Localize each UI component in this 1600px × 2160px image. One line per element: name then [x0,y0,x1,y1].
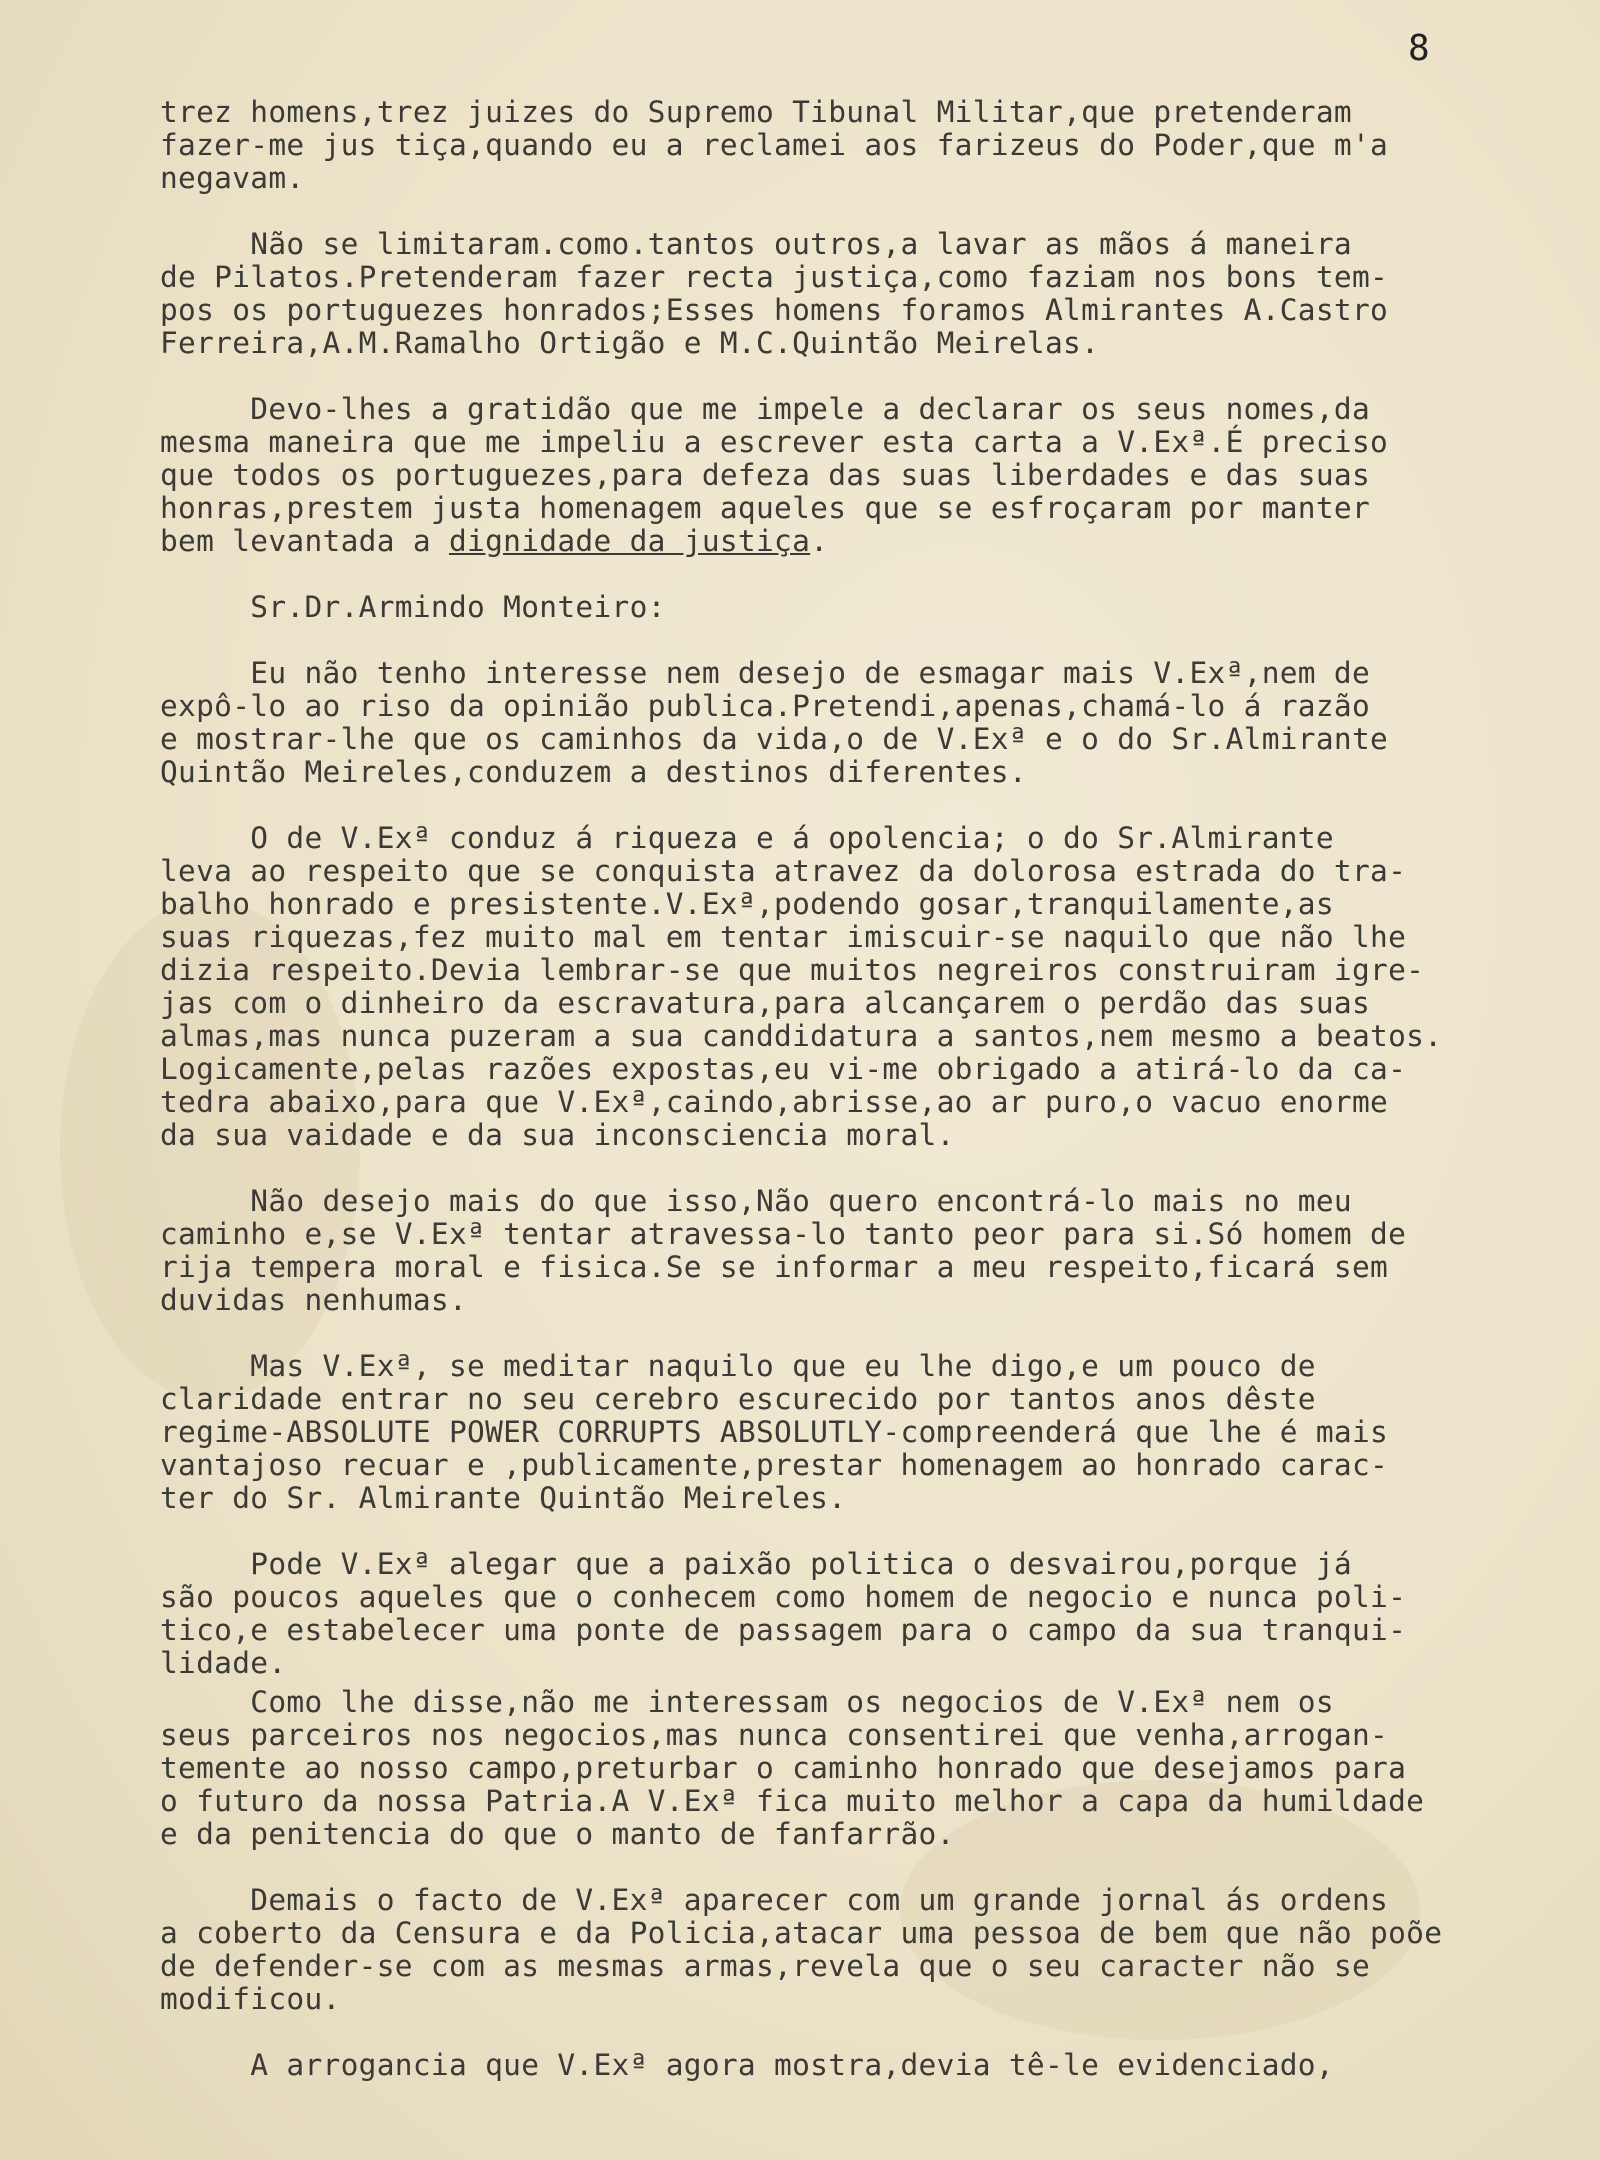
text-line: almas,mas nunca puzeram a sua canddidatura a santos,nem mesmo a beatos. [160,1019,1443,1053]
text-line: duvidas nenhumas. [160,1283,468,1317]
text-line: pos os portuguezes honrados;Esses homens foramos Almirantes A.Castro [160,293,1389,327]
paragraph [160,1350,1560,1515]
paragraph-gap [160,789,1560,822]
text-line: rija tempera moral e fisica.Se se informar a meu respeito,ficará sem [160,1250,1389,1284]
text-line: Ferreira,A.M.Ramalho Ortigão e M.C.Quintão Meirelas. [160,326,1100,360]
text-line: de defender-se com as mesmas armas,revela que o seu caracter não se [160,1949,1371,1983]
text-line: Pode V.Exª alegar que a paixão politica o desvairou,porque já [160,1547,1352,1581]
text-line: Mas V.Exª, se meditar naquilo que eu lhe digo,e um pouco de [160,1349,1316,1383]
text-span: bem levantada a [160,524,449,558]
text-line: Não se limitaram.como.tantos outros,a lavar as mãos á maneira [160,227,1352,261]
paragraph [160,1884,1560,2016]
text-line: ter do Sr. Almirante Quintão Meireles. [160,1481,847,1515]
letter-body [160,96,1560,2082]
text-line: regime-ABSOLUTE POWER CORRUPTS ABSOLUTLY-compreenderá que lhe é mais [160,1415,1389,1449]
text-line: lidade. [160,1646,287,1680]
text-line: balho honrado e presistente.V.Exª,podendo gosar,tranquilamente,as [160,887,1334,921]
underlined-phrase: dignidade da justiça [448,524,811,558]
paragraph [160,657,1560,789]
paragraph-gap [160,624,1560,657]
text-line: seus parceiros nos negocios,mas nunca consentirei que venha,arrogan- [160,1718,1389,1752]
text-line: Devo-lhes a gratidão que me impele a declarar os seus nomes,da [160,392,1371,426]
paragraph-gap [160,1152,1560,1185]
text-line: Sr.Dr.Armindo Monteiro: [160,590,666,624]
text-line: Demais o facto de V.Exª aparecer com um grande jornal ás ordens [160,1883,1389,1917]
text-line: que todos os portuguezes,para defeza das suas liberdades e das suas [160,458,1371,492]
page-number: 8 [1408,28,1430,69]
text-line: fazer-me jus tiça,quando eu a reclamei aos farizeus do Poder,que m'a [160,128,1389,162]
text-line: A arrogancia que V.Exª agora mostra,devia tê-le evidenciado, [160,2048,1334,2082]
paragraph-gap [160,1851,1560,1884]
text-line [160,525,1560,558]
text-line: Quintão Meireles,conduzem a destinos diferentes. [160,755,1027,789]
paragraph [160,822,1560,1152]
text-line: claridade entrar no seu cerebro escurecido por tantos anos dêste [160,1382,1316,1416]
paragraph [160,96,1560,195]
text-line: expô-lo ao riso da opinião publica.Pretendi,apenas,chamá-lo á razão [160,689,1371,723]
text-line: caminho e,se V.Exª tentar atravessa-lo tanto peor para si.Só homem de [160,1217,1407,1251]
text-line: Não desejo mais do que isso,Não quero encontrá-lo mais no meu [160,1184,1352,1218]
text-line: negavam. [160,161,305,195]
text-line: temente ao nosso campo,preturbar o caminho honrado que desejamos para [160,1751,1407,1785]
text-line: vantajoso recuar e ,publicamente,prestar homenagem ao honrado carac- [160,1448,1389,1482]
text-line: modificou. [160,1982,341,2016]
text-line: e mostrar-lhe que os caminhos da vida,o de V.Exª e o do Sr.Almirante [160,722,1389,756]
text-line: tedra abaixo,para que V.Exª,caindo,abrisse,ao ar puro,o vacuo enorme [160,1085,1389,1119]
text-line: honras,prestem justa homenagem aqueles que se esfroçaram por manter [160,491,1371,525]
text-line: trez homens,trez juizes do Supremo Tibunal Militar,que pretenderam [160,95,1352,129]
text-line: jas com o dinheiro da escravatura,para alcançarem o perdão das suas [160,986,1371,1020]
text-line: são poucos aqueles que o conhecem como homem de negocio e nunca poli- [160,1580,1407,1614]
text-line: Como lhe disse,não me interessam os negocios de V.Exª nem os [160,1685,1334,1719]
paragraph [160,1686,1560,1851]
text-line: dizia respeito.Devia lembrar-se que muitos negreiros construiram igre- [160,953,1425,987]
paragraph [160,228,1560,360]
paragraph-gap [160,1317,1560,1350]
text-line: a coberto da Censura e da Policia,atacar uma pessoa de bem que não poõe [160,1916,1443,1950]
text-span: . [810,524,829,558]
paragraph [160,1548,1560,1680]
text-line: Logicamente,pelas razões expostas,eu vi-me obrigado a atirá-lo da ca- [160,1052,1407,1086]
paragraph-gap [160,1515,1560,1548]
paragraph-gap [160,558,1560,591]
paragraph [160,591,1560,624]
text-line: de Pilatos.Pretenderam fazer recta justiça,como faziam nos bons tem- [160,260,1389,294]
paragraph [160,1185,1560,1317]
text-line: suas riquezas,fez muito mal em tentar imiscuir-se naquilo que não lhe [160,920,1407,954]
paragraph-gap [160,360,1560,393]
text-line: da sua vaidade e da sua inconsciencia moral. [160,1118,955,1152]
text-line: o futuro da nossa Patria.A V.Exª fica muito melhor a capa da humildade [160,1784,1425,1818]
paragraph [160,2049,1560,2082]
text-line: e da penitencia do que o manto de fanfarrão. [160,1817,955,1851]
text-line: mesma maneira que me impeliu a escrever esta carta a V.Exª.É preciso [160,425,1389,459]
paragraph-gap [160,2016,1560,2049]
paragraph-gap [160,195,1560,228]
paragraph [160,393,1560,558]
text-line: O de V.Exª conduz á riqueza e á opolencia; o do Sr.Almirante [160,821,1334,855]
text-line: tico,e estabelecer uma ponte de passagem para o campo da sua tranqui- [160,1613,1407,1647]
text-line: leva ao respeito que se conquista atravez da dolorosa estrada do tra- [160,854,1407,888]
text-line: Eu não tenho interesse nem desejo de esmagar mais V.Exª,nem de [160,656,1371,690]
